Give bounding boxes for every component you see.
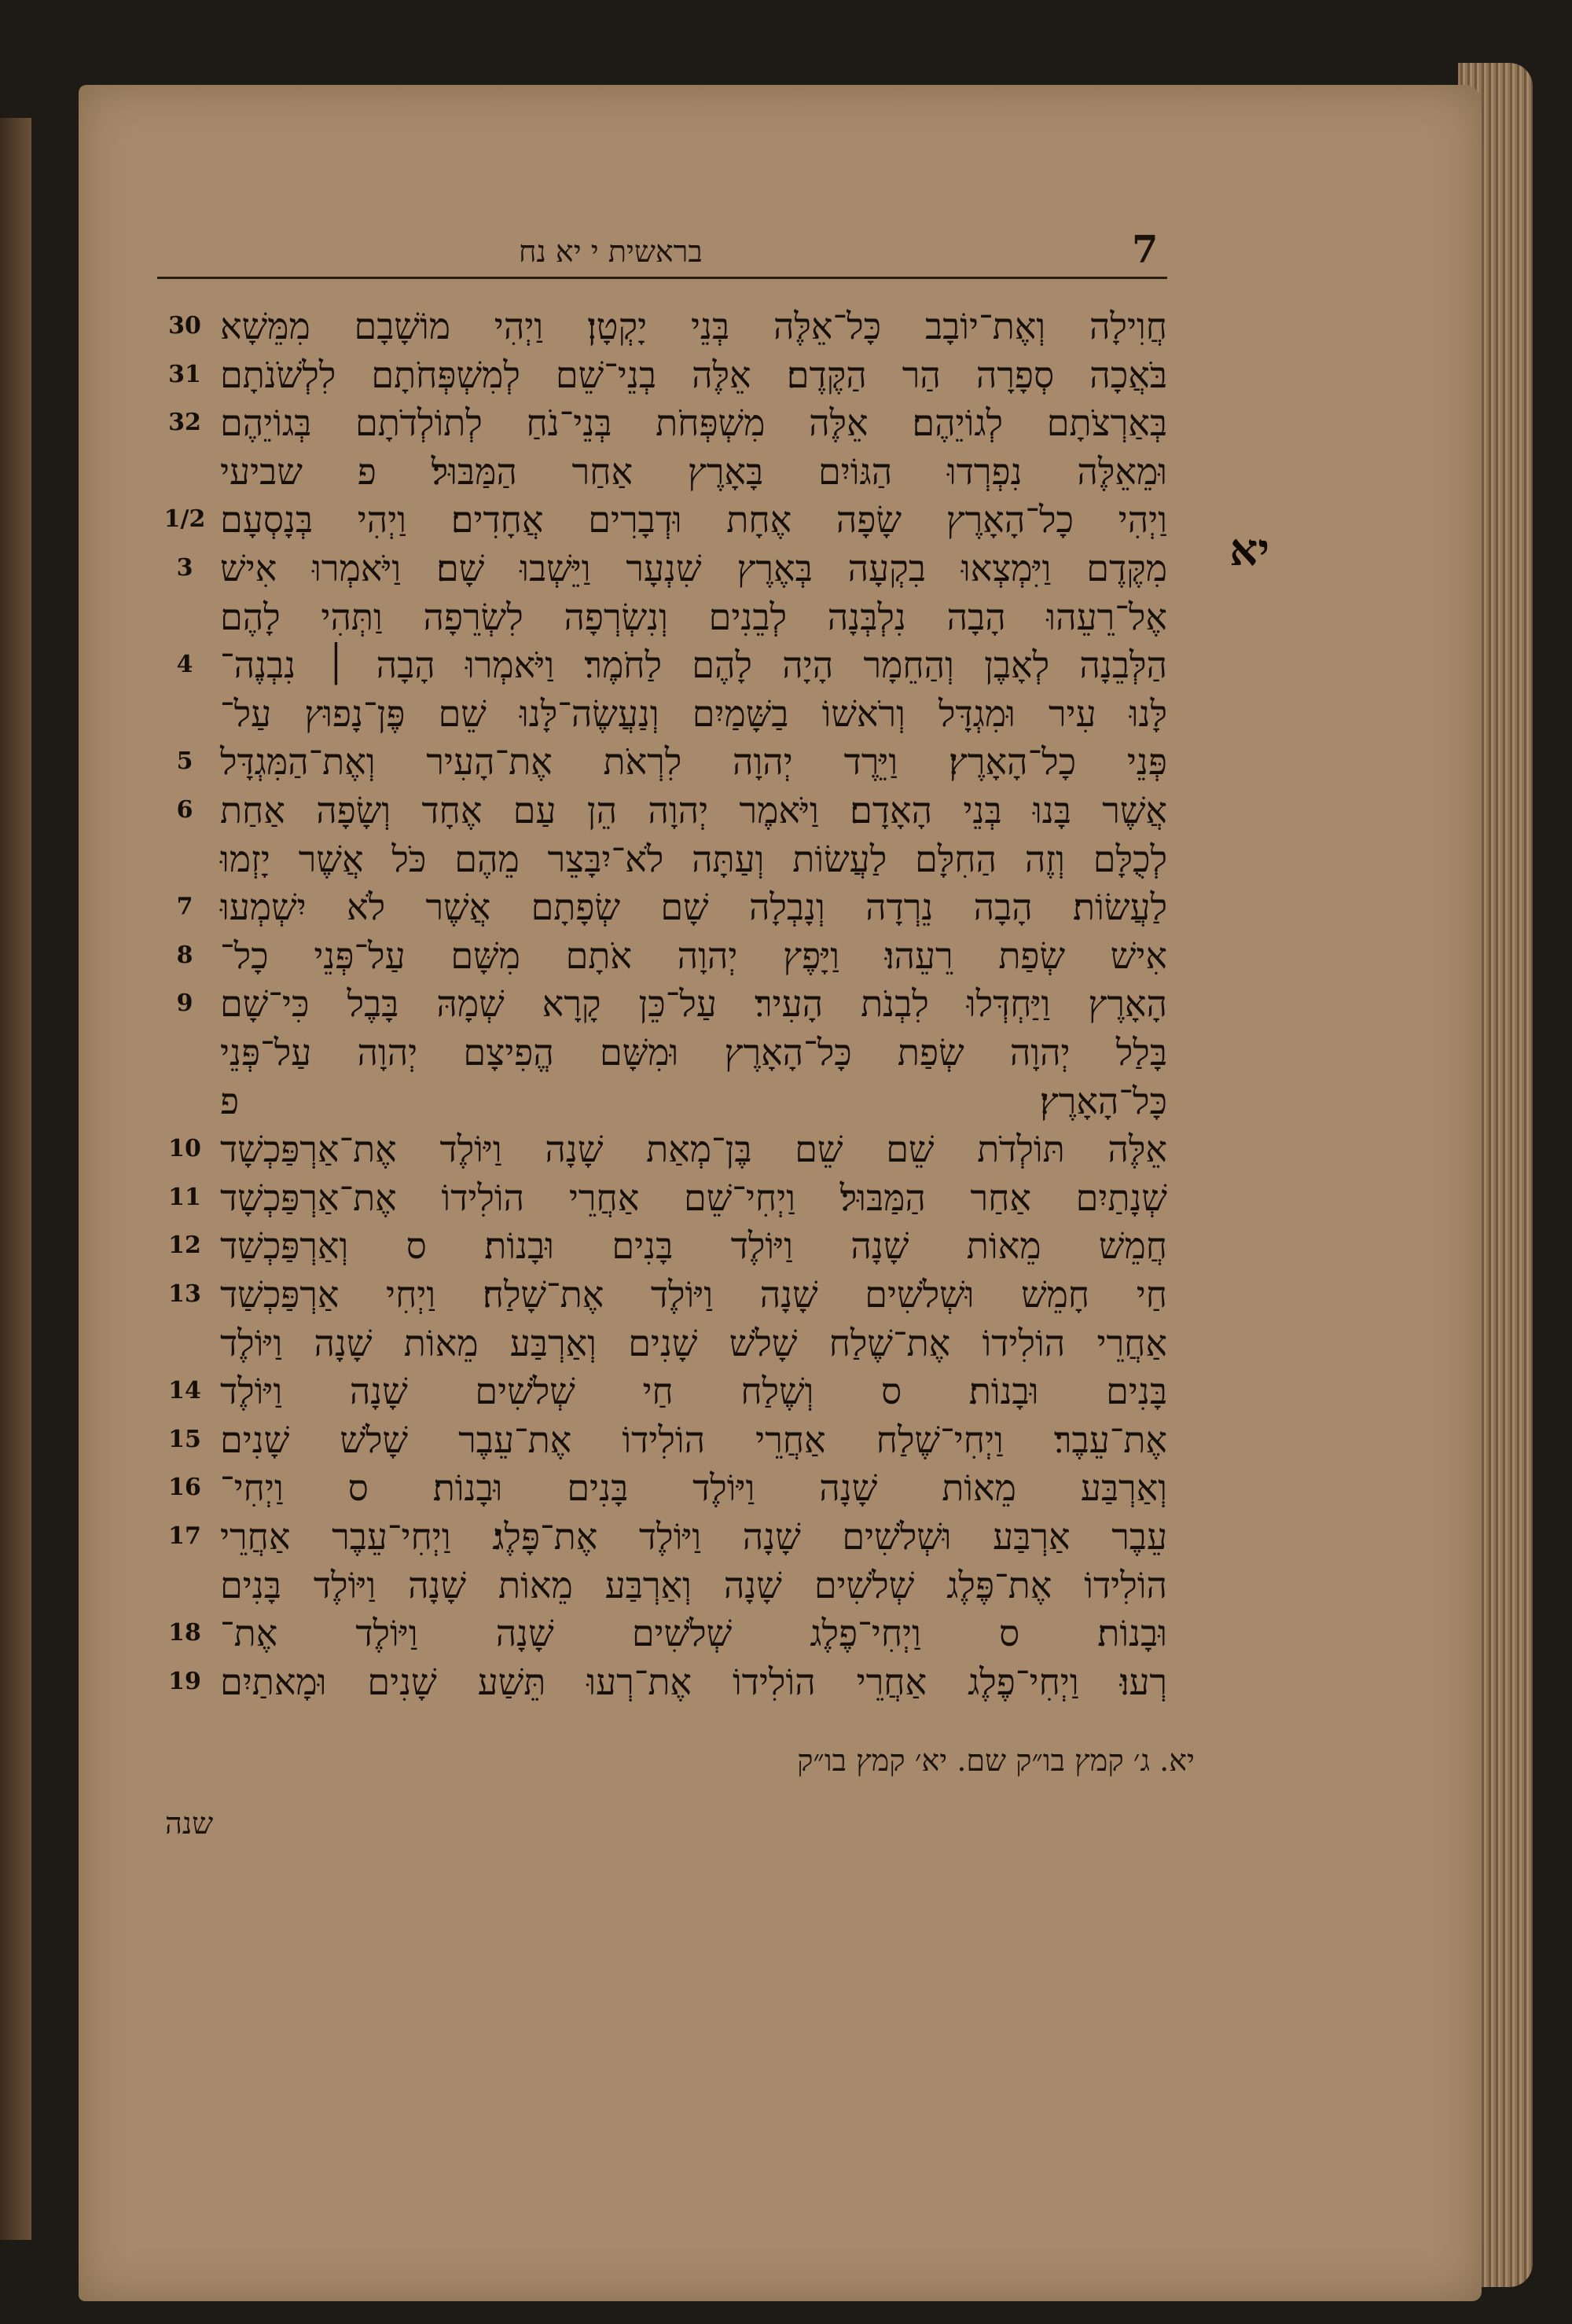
- verse-number: [157, 835, 212, 883]
- verse-line: פְּנֵי כָל־הָאָרֶץ׃ וַיֵּרֶד יְהוָה לִרְאֹת אֶת־הָעִיר וְאֶת־הַמִּגְדָּל: [220, 740, 1167, 783]
- verse-number: 12: [168, 1232, 201, 1259]
- verse-line: אֲשֶׁר בָּנוּ בְּנֵי הָאָדָם׃ וַיֹּאמֶר יְהוָה הֵן עַם אֶחָד וְשָׂפָה אַחַת: [220, 789, 1167, 832]
- verse-number: [157, 690, 212, 737]
- verse-line: חַי חָמֵשׁ וּשְׁלֹשִׁים שָׁנָה וַיּוֹלֶד אֶת־שָׁלַח׃ וַיְחִי אַרְפַּכְשַׁד: [220, 1273, 1167, 1316]
- verse-line: חֲמֵשׁ מֵאוֹת שָׁנָה וַיּוֹלֶד בָּנִים וּבָנוֹת׃ ס וְאַרְפַּכְשַׁד: [220, 1224, 1167, 1267]
- verse-number: 31: [168, 361, 201, 388]
- verse-line: וּמֵאֵלֶּה נִפְרְדוּ הַגּוֹיִם בָּאָרֶץ אַחַר הַמַּבּוּל׃ פ שביעי: [220, 450, 1167, 493]
- verse-line: לְכֻלָּם וְזֶה הַחִלָּם לַעֲשׂוֹת וְעַתָּה לֹא־יִבָּצֵר מֵהֶם כֹּל אֲשֶׁר יָזְמוּ: [220, 838, 1167, 880]
- verse-line: בָּנִים וּבָנוֹת׃ ס וְשֶׁלַח חַי שְׁלֹשִׁים שָׁנָה וַיּוֹלֶד: [220, 1370, 1167, 1412]
- verse-number: 13: [168, 1280, 201, 1308]
- verse-line: וּבָנוֹת׃ ס וַיְחִי־פֶלֶג שְׁלֹשִׁים שָׁנָה וַיּוֹלֶד אֶת־: [220, 1612, 1167, 1654]
- running-title: בראשית י יא נח: [519, 234, 703, 269]
- page-number: 7: [1132, 228, 1159, 272]
- chapter-mark: יא: [1229, 524, 1269, 576]
- verse-line: מִקֶּדֶם וַיִּמְצְאוּ בִקְעָה בְּאֶרֶץ שִׁנְעָר וַיֵּשְׁבוּ שָׁם׃ וַיֹּאמְרוּ אִישׁ: [220, 547, 1167, 589]
- verse-line: אִישׁ שְׂפַת רֵעֵהוּ׃ וַיָּפֶץ יְהוָה אֹתָם מִשָּׁם עַל־פְּנֵי כָל־: [220, 934, 1167, 977]
- verse-line: אֶל־רֵעֵהוּ הָבָה נִלְבְּנָה לְבֵנִים וְנִשְׂרְפָה לִשְׂרֵפָה וַתְּהִי לָהֶם: [220, 596, 1167, 638]
- verse-line: אַחֲרֵי הוֹלִידוֹ אֶת־שֶׁלַח שָׁלֹשׁ שָׁנִים וְאַרְבַּע מֵאוֹת שָׁנָה וַיּוֹלֶד: [220, 1322, 1167, 1364]
- verse-line: בְּאַרְצֹתָם לְגוֹיֵהֶם׃ אֵלֶּה מִשְׁפְּחֹת בְּנֵי־נֹחַ לְתוֹלְדֹתָם בְּגוֹיֵהֶם: [220, 402, 1167, 444]
- verse-line: לַעֲשׂוֹת׃ הָבָה נֵרְדָה וְנָבְלָה שָׁם שְׂפָתָם אֲשֶׁר לֹא יִשְׁמְעוּ: [220, 886, 1167, 928]
- verse-number: 32: [168, 409, 201, 436]
- verse-line: חֲוִילָה וְאֶת־יוֹבָב כָּל־אֵלֶּה בְּנֵי יָקְטָן׃ וַיְהִי מוֹשָׁבָם מִמֵּשָׁא: [220, 305, 1167, 347]
- verse-line: הוֹלִידוֹ אֶת־פֶּלֶג שְׁלֹשִׁים שָׁנָה וְאַרְבַּע מֵאוֹת שָׁנָה וַיּוֹלֶד בָּנִים: [220, 1564, 1167, 1606]
- verse-number: 5: [176, 747, 193, 775]
- verse-number: 1/2: [163, 505, 206, 533]
- footnote: יא. ג׳ קמץ בו״ק שם. יא׳ קמץ בו״ק: [797, 1743, 1195, 1778]
- verse-number: 6: [176, 796, 193, 824]
- catchword: שנה: [165, 1806, 214, 1841]
- verse-line: רְעוּ׃ וַיְחִי־פֶלֶג אַחֲרֵי הוֹלִידוֹ אֶת־רְעוּ תֵּשַׁע שָׁנִים וּמָאתַיִם: [220, 1661, 1167, 1703]
- verse-number: 3: [176, 554, 193, 582]
- verse-line: הָאָרֶץ וַיַּחְדְּלוּ לִבְנֹת הָעִיר׃ עַל־כֵּן קָרָא שְׁמָהּ בָּבֶל כִּי־שָׁם: [220, 982, 1167, 1025]
- verse-number: 30: [168, 312, 201, 340]
- verse-number: 15: [168, 1426, 201, 1453]
- verse-line: אֵלֶּה תּוֹלְדֹת שֵׁם שֵׁם בֶּן־מְאַת שָׁנָה וַיּוֹלֶד אֶת־אַרְפַּכְשָׁד: [220, 1128, 1167, 1170]
- verse-line: כָּל־הָאָרֶץ׃ פ: [220, 1080, 1167, 1122]
- verse-line: עֵבֶר אַרְבַּע וּשְׁלֹשִׁים שָׁנָה וַיּוֹלֶד אֶת־פָּלֶג׃ וַיְחִי־עֵבֶר אַחֲרֵי: [220, 1515, 1167, 1558]
- verse-number: 18: [168, 1619, 201, 1647]
- verse-number: 17: [168, 1522, 201, 1550]
- verse-line: בֹּאֲכָה סְפָרָה הַר הַקֶּדֶם׃ אֵלֶּה בְנֵי־שֵׁם לְמִשְׁפְּחֹתָם לִלְשֹׁנֹתָם: [220, 354, 1167, 396]
- verse-number: 9: [176, 989, 193, 1017]
- verse-number: [157, 593, 212, 641]
- verse-line: הַלְּבֵנָה לְאָבֶן וְהַחֵמָר הָיָה לָהֶם לַחֹמֶר׃ וַיֹּאמְרוּ הָבָה ׀ נִבְנֶה־: [220, 644, 1167, 686]
- verse-number: 16: [168, 1474, 201, 1501]
- verse-line: וַיְהִי כָל־הָאָרֶץ שָׂפָה אֶחָת וּדְבָרִים אֲחָדִים׃ וַיְהִי בְּנָסְעָם: [220, 498, 1167, 541]
- verse-line: שְׁנָתַיִם אַחַר הַמַּבּוּל׃ וַיְחִי־שֵׁם אַחֲרֵי הוֹלִידוֹ אֶת־אַרְפַּכְשָׁד: [220, 1177, 1167, 1219]
- verse-number: 11: [168, 1184, 201, 1211]
- verse-number: [157, 1029, 212, 1076]
- verse-number: [157, 448, 212, 495]
- verse-number: 14: [168, 1377, 201, 1404]
- verse-line: אֶת־עֵבֶר׃ וַיְחִי־שֶׁלַח אַחֲרֵי הוֹלִידוֹ אֶת־עֵבֶר שָׁלֹשׁ שָׁנִים: [220, 1419, 1167, 1461]
- verse-line: לָּנוּ עִיר וּמִגְדָּל וְרֹאשׁוֹ בַשָּׁמַיִם וְנַעֲשֶׂה־לָּנוּ שֵׁם פֶּן־נָפוּץ עַל־: [220, 692, 1167, 735]
- verse-line: וְאַרְבַּע מֵאוֹת שָׁנָה וַיּוֹלֶד בָּנִים וּבָנוֹת׃ ס וַיְחִי־: [220, 1467, 1167, 1509]
- verse-number: 8: [176, 942, 193, 969]
- verse-number: 4: [176, 651, 193, 678]
- verse-number: [157, 1562, 212, 1609]
- verse-number: 19: [168, 1668, 201, 1695]
- verse-number: 10: [168, 1135, 201, 1162]
- verse-line: בָּלַל יְהוָה שְׂפַת כָּל־הָאָרֶץ וּמִשָּׁם הֱפִיצָם יְהוָה עַל־פְּנֵי: [220, 1031, 1167, 1074]
- verse-number: [157, 1320, 212, 1367]
- verse-number: 7: [176, 893, 193, 920]
- verse-number: [157, 1078, 212, 1125]
